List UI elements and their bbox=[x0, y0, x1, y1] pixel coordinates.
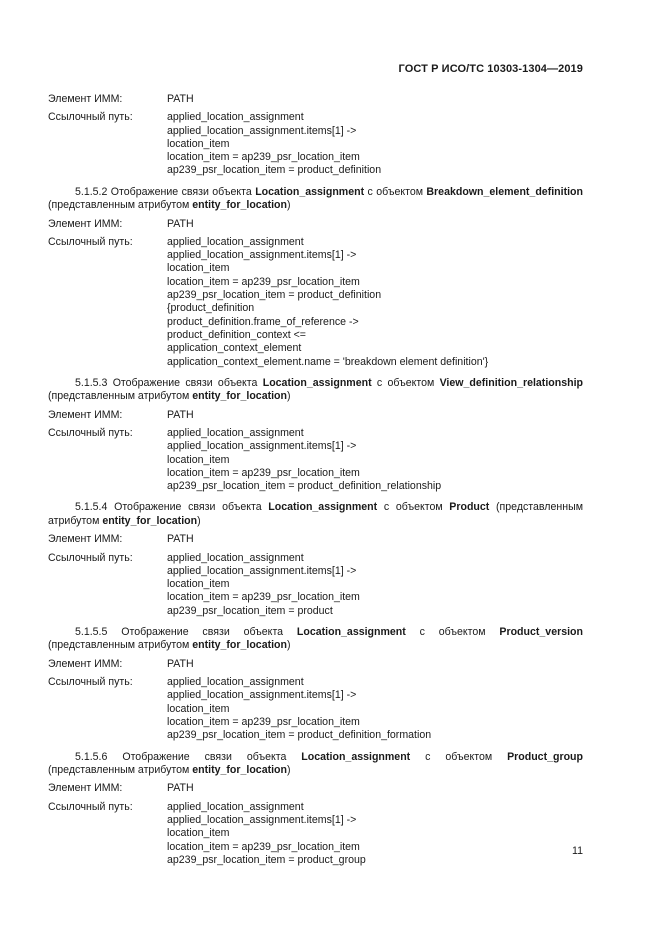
paragraph-text: Отображение связи объекта bbox=[107, 376, 263, 389]
paragraph-text: ) bbox=[287, 199, 291, 212]
reference-path-lines bbox=[167, 676, 583, 742]
reference-path-row bbox=[48, 111, 583, 177]
element-label: Элемент ИММ: bbox=[48, 782, 123, 795]
path-line: applied_location_assignment.items[1] -> bbox=[167, 689, 357, 702]
path-line: applied_location_assignment bbox=[167, 551, 304, 564]
path-line: location_item bbox=[167, 137, 230, 150]
path-line: location_item = ap239_psr_location_item bbox=[167, 151, 360, 164]
paragraph-text: Отображение связи объекта bbox=[107, 501, 269, 514]
spacer bbox=[48, 743, 583, 749]
page-number: 11 bbox=[572, 845, 583, 857]
reference-path-label: Ссылочный путь: bbox=[48, 551, 133, 564]
element-label: Элемент ИММ: bbox=[48, 408, 123, 421]
spacer bbox=[48, 369, 583, 375]
entity-name: Breakdown_element_definition bbox=[426, 185, 583, 198]
path-line: applied_location_assignment bbox=[167, 800, 304, 813]
path-line: applied_location_assignment bbox=[167, 235, 304, 248]
section-paragraph bbox=[48, 626, 583, 653]
paragraph-text: с объектом bbox=[405, 626, 500, 639]
reference-path-row bbox=[48, 801, 583, 867]
element-value: PATH bbox=[167, 217, 194, 230]
reference-path-label: Ссылочный путь: bbox=[48, 800, 133, 813]
element-label: Элемент ИММ: bbox=[48, 217, 123, 230]
paragraph-text: Отображение связи объекта bbox=[107, 626, 297, 639]
paragraph-text: с объектом bbox=[364, 185, 427, 198]
path-line: applied_location_assignment.items[1] -> bbox=[167, 814, 357, 827]
spacer bbox=[48, 618, 583, 624]
path-line: ap239_psr_location_item = product_definition_relationship bbox=[167, 480, 442, 493]
reference-path-row bbox=[48, 236, 583, 369]
paragraph-text: с объектом bbox=[410, 750, 508, 763]
reference-path-label: Ссылочный путь: bbox=[48, 235, 133, 248]
section-paragraph bbox=[48, 501, 583, 528]
paragraph-text: ) bbox=[287, 639, 291, 652]
path-line: applied_location_assignment bbox=[167, 426, 304, 439]
entity-name: entity_for_location bbox=[192, 390, 288, 403]
paragraph-text: Отображение связи объекта bbox=[107, 750, 302, 763]
paragraph-text: 5.1.5.3 bbox=[75, 376, 108, 389]
entity-name: entity_for_location bbox=[192, 764, 288, 777]
path-line: location_item = ap239_psr_location_item bbox=[167, 840, 360, 853]
element-label: Элемент ИММ: bbox=[48, 533, 123, 546]
spacer bbox=[48, 867, 583, 873]
reference-path-label: Ссылочный путь: bbox=[48, 426, 133, 439]
path-line: location_item bbox=[167, 827, 230, 840]
paragraph-text: 5.1.5.2 bbox=[75, 185, 108, 198]
entity-name: entity_for_location bbox=[102, 514, 198, 527]
element-value: PATH bbox=[167, 657, 194, 670]
reference-path-label: Ссылочный путь: bbox=[48, 111, 133, 124]
entity-name: Product bbox=[449, 501, 490, 514]
paragraph-text: ) bbox=[287, 764, 291, 777]
paragraph-text: (представленным атрибутом bbox=[48, 390, 193, 403]
reference-path-row bbox=[48, 427, 583, 493]
element-row bbox=[48, 93, 583, 106]
entity-name: entity_for_location bbox=[192, 199, 288, 212]
path-line: ap239_psr_location_item = product_group bbox=[167, 853, 366, 866]
path-line: location_item = ap239_psr_location_item bbox=[167, 275, 360, 288]
reference-path-label: Ссылочный путь: bbox=[48, 676, 133, 689]
entity-name: entity_for_location bbox=[192, 639, 288, 652]
spacer bbox=[48, 178, 583, 184]
element-value: PATH bbox=[167, 93, 194, 105]
element-row bbox=[48, 533, 583, 546]
paragraph-text: ) bbox=[197, 514, 201, 527]
path-line: ap239_psr_location_item = product bbox=[167, 604, 333, 617]
path-line: location_item = ap239_psr_location_item bbox=[167, 716, 360, 729]
paragraph-text: (представленным атрибутом bbox=[48, 199, 193, 212]
paragraph-text: (представленным атрибутом bbox=[48, 501, 583, 527]
paragraph-text: Отображение связи объекта bbox=[107, 185, 256, 198]
element-row bbox=[48, 409, 583, 422]
path-line: application_context_element.name = 'breakdown element definition'} bbox=[167, 355, 489, 368]
paragraph-text: с объектом bbox=[371, 376, 440, 389]
path-line: ap239_psr_location_item = product_definition bbox=[167, 164, 382, 177]
path-line: location_item bbox=[167, 702, 230, 715]
path-line: location_item bbox=[167, 578, 230, 591]
entity-name: Product_version bbox=[499, 626, 583, 639]
reference-path-lines bbox=[167, 552, 583, 618]
paragraph-text: (представленным атрибутом bbox=[48, 639, 193, 652]
path-line: {product_definition bbox=[167, 302, 255, 315]
section-paragraph bbox=[48, 751, 583, 778]
reference-path-lines bbox=[167, 427, 583, 493]
reference-path-row bbox=[48, 552, 583, 618]
element-row bbox=[48, 782, 583, 795]
path-line: product_definition.frame_of_reference -> bbox=[167, 315, 359, 328]
path-line: ap239_psr_location_item = product_definition bbox=[167, 289, 382, 302]
entity-name: Product_group bbox=[507, 750, 583, 763]
section-paragraph bbox=[48, 186, 583, 213]
element-row bbox=[48, 218, 583, 231]
path-line: applied_location_assignment.items[1] -> bbox=[167, 249, 357, 262]
paragraph-text: (представленным атрибутом bbox=[48, 764, 193, 777]
path-line: ap239_psr_location_item = product_definition_formation bbox=[167, 729, 432, 742]
element-row bbox=[48, 658, 583, 671]
element-label: Элемент ИММ: bbox=[48, 657, 123, 670]
element-value: PATH bbox=[167, 408, 194, 421]
paragraph-text: 5.1.5.4 bbox=[75, 501, 108, 514]
reference-path-row bbox=[48, 676, 583, 742]
path-line: applied_location_assignment.items[1] -> bbox=[167, 440, 357, 453]
path-line: applied_location_assignment bbox=[167, 111, 304, 124]
section-paragraph bbox=[48, 377, 583, 404]
path-line: location_item bbox=[167, 262, 230, 275]
path-line: product_definition_context <= bbox=[167, 328, 306, 341]
document-body bbox=[48, 93, 583, 873]
paragraph-text: 5.1.5.6 bbox=[75, 750, 108, 763]
entity-name: Location_assignment bbox=[255, 185, 365, 198]
path-line: location_item bbox=[167, 453, 230, 466]
path-line: applied_location_assignment bbox=[167, 676, 304, 689]
element-value: PATH bbox=[167, 782, 194, 795]
path-line: applied_location_assignment.items[1] -> bbox=[167, 564, 357, 577]
reference-path-lines bbox=[167, 236, 583, 369]
paragraph-text: ) bbox=[287, 390, 291, 403]
paragraph-text: 5.1.5.5 bbox=[75, 626, 108, 639]
path-line: applied_location_assignment.items[1] -> bbox=[167, 124, 357, 137]
paragraph-text: с объектом bbox=[377, 501, 450, 514]
entity-name: Location_assignment bbox=[268, 501, 378, 514]
entity-name: Location_assignment bbox=[301, 750, 411, 763]
entity-name: View_definition_relationship bbox=[439, 376, 583, 389]
path-line: application_context_element bbox=[167, 342, 302, 355]
document-header: ГОСТ Р ИСО/ТС 10303-1304—2019 bbox=[398, 63, 583, 75]
reference-path-lines bbox=[167, 111, 583, 177]
element-label: Элемент ИММ: bbox=[48, 93, 123, 105]
path-line: location_item = ap239_psr_location_item bbox=[167, 591, 360, 604]
path-line: location_item = ap239_psr_location_item bbox=[167, 466, 360, 479]
element-value: PATH bbox=[167, 533, 194, 546]
entity-name: Location_assignment bbox=[296, 626, 406, 639]
entity-name: Location_assignment bbox=[262, 376, 372, 389]
reference-path-lines bbox=[167, 801, 583, 867]
spacer bbox=[48, 493, 583, 499]
